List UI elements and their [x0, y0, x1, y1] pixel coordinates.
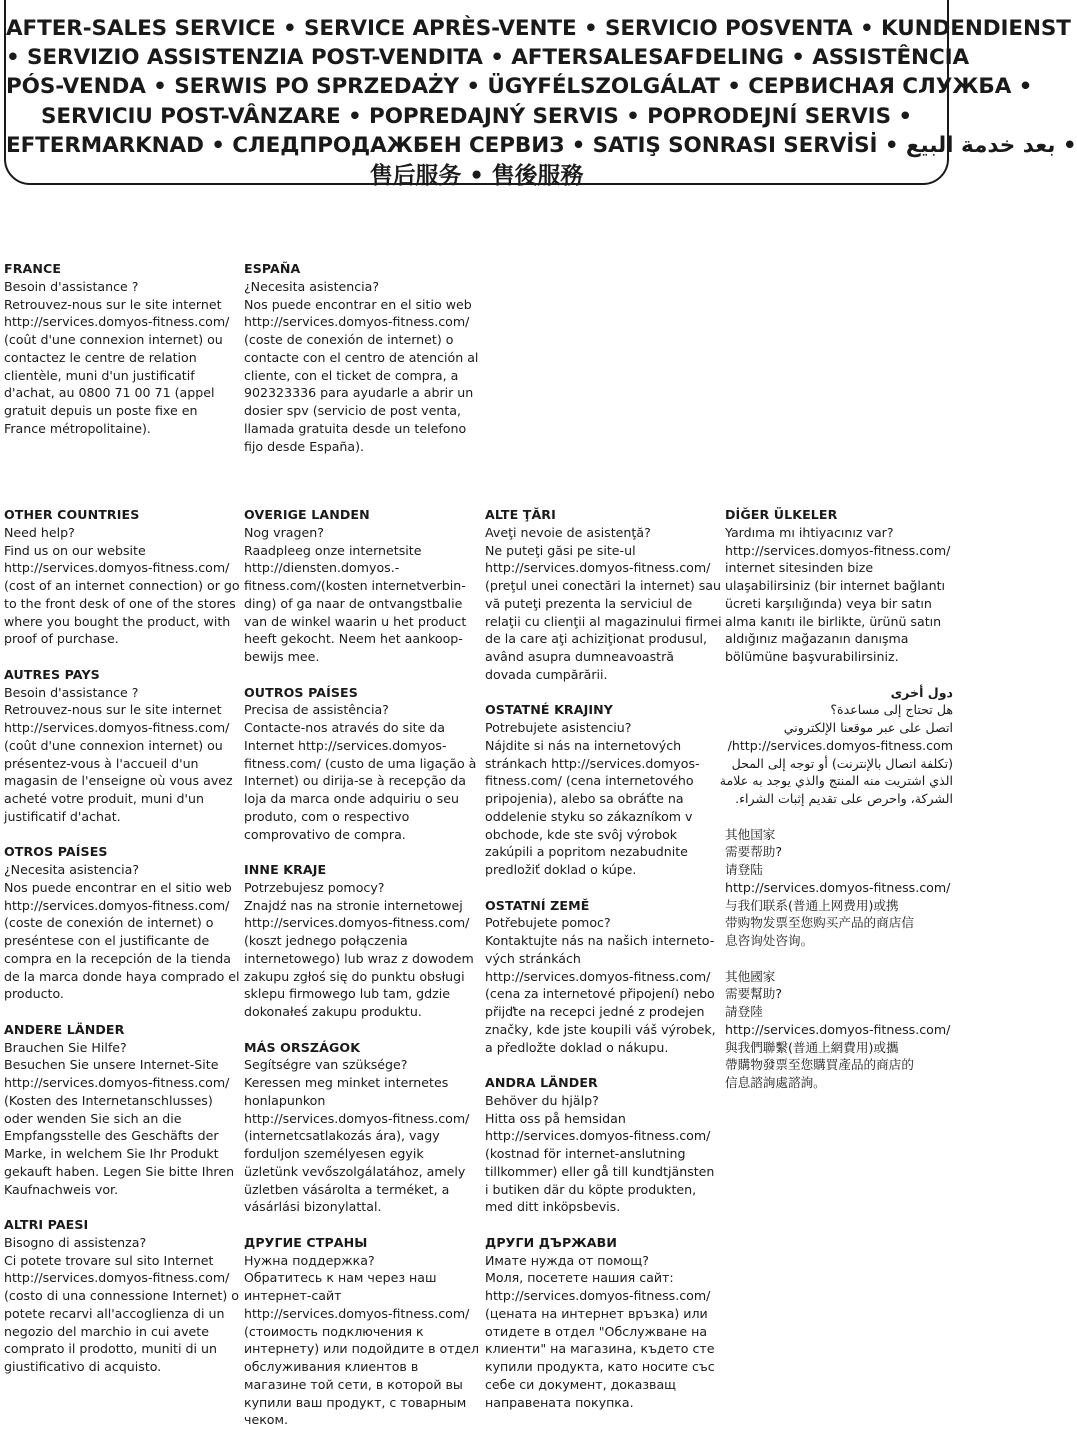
- text-line: van de winkel waarin u het product: [244, 613, 467, 629]
- text-line: Find us on our website: [4, 542, 146, 558]
- text-line: (kostnad för internet-anslutning: [485, 1146, 686, 1161]
- section-title: دول أخرى: [890, 684, 953, 700]
- header-line-3: PÓS-VENDA • SERWIS PO SPRZEDAŻY • ÜGYFÉLSZOLGÁLAT • СЕРВИСНАЯ СЛУЖБА •: [6, 74, 1033, 100]
- header-line-2: • SERVIZIO ASSISTENZIA POST-VENDITA • AFTERSALESAFDELING • ASSISTÊNCIA: [6, 45, 970, 71]
- text-line: الشركة، واحرص على تقديم إثبات الشراء.: [735, 791, 953, 806]
- text-line[interactable]: http://services.domyos-fitness.com/: [4, 897, 230, 913]
- header-line-5: EFTERMARKNAD • СЛЕДПРОДАЖБЕН СЕРВИЗ • SATIŞ SONRASI SERVİSİ • بعد خدمة البيع •: [6, 132, 1077, 158]
- text-line: Nos puede encontrar en el sitio web: [244, 296, 472, 312]
- country-section: [244, 506, 476, 666]
- text-line: 与我们联系(普通上网费用)或携: [725, 897, 899, 913]
- text-line: обслуживания клиентов в: [244, 1359, 419, 1374]
- text-line: clientèle, muni d'un justificatif: [4, 367, 195, 383]
- text-line: přijďte na recepci jedné z prodejen: [485, 1004, 705, 1019]
- country-section: [485, 506, 722, 684]
- text-line: üzletben vásárolta a terméket, a: [244, 1181, 450, 1197]
- section-title: OSTATNÉ KRAJINY: [485, 702, 614, 718]
- text-line: ücreti karşılığında) veya bir satın: [725, 595, 932, 611]
- country-section: [4, 666, 236, 826]
- text-line: proof of purchase.: [4, 631, 119, 647]
- text-line: Hitta oss på hemsidan: [485, 1110, 626, 1126]
- text-line: med ditt inköpsbevis.: [485, 1199, 621, 1215]
- text-line[interactable]: http://services.domyos-fitness.com/: [725, 879, 951, 895]
- country-section: [244, 684, 476, 844]
- text-line[interactable]: http://services.domyos-fitness.com/: [244, 314, 470, 330]
- text-line[interactable]: http://services.domyos-fitness.com/: [4, 314, 230, 330]
- text-line: Имате нужда от помощ?: [485, 1252, 649, 1268]
- text-line: gekauft haben. Legen Sie bitte Ihren: [4, 1163, 235, 1179]
- section-title: ДРУГИ ДЪРЖАВИ: [485, 1234, 617, 1250]
- text-line: forduljon személyesen egyik: [244, 1146, 424, 1161]
- text-line: чеком.: [244, 1412, 289, 1428]
- text-line: Nos puede encontrar en el sitio web: [4, 879, 232, 895]
- column-2: [244, 506, 480, 1429]
- text-line: Yardıma mı ihtiyacınız var?: [725, 524, 894, 540]
- text-line: 需要幫助?: [725, 986, 783, 1002]
- text-line: fitness.com/(kosten internetverbin-: [244, 578, 466, 593]
- text-line: Besoin d'assistance ?: [4, 278, 139, 294]
- text-line: Potřebujete pomoc?: [485, 915, 611, 931]
- text-line: magasin de l'enseigne où vous avez: [4, 773, 233, 789]
- text-line: 與我們聯繫(普通上網費用)或攜: [725, 1039, 899, 1055]
- country-section: [4, 1021, 236, 1199]
- text-line: bewijs mee.: [244, 649, 320, 664]
- section-title: OSTATNÍ ZEMĚ: [485, 897, 590, 913]
- text-line: Nájdite si nás na internetových: [485, 737, 682, 753]
- section-title: ESPAÑA: [244, 261, 301, 276]
- section-espana: [244, 260, 478, 455]
- text-line: fitness.com/ (custo de uma ligação à: [244, 755, 477, 771]
- text-line: a předložte doklad o nákupu.: [485, 1039, 669, 1055]
- text-line: preséntese con el justificante de: [4, 933, 210, 948]
- country-section: [244, 1234, 480, 1429]
- country-section: [4, 506, 240, 648]
- text-line: Kaufnachweis vor.: [4, 1181, 119, 1197]
- section-turkey: [725, 506, 953, 666]
- text-line: présentez-vous à l'accueil d'un: [4, 755, 199, 771]
- text-line: llamada gratuita desde un telefono: [244, 420, 467, 436]
- text-line: (coût d'une connexion internet) ou: [4, 332, 223, 347]
- text-line: Precisa de assistência?: [244, 702, 389, 718]
- section-title: ANDERE LÄNDER: [4, 1021, 125, 1037]
- section-title: ДРУГИЕ СТРАНЫ: [244, 1234, 368, 1250]
- section-title: FRANCE: [4, 261, 62, 276]
- text-line: 息咨询处咨询。: [725, 933, 814, 948]
- text-line[interactable]: http://services.domyos-fitness.com/: [4, 560, 230, 576]
- text-line: internetowego) lub wraz z dowodem: [244, 950, 474, 966]
- text-line: Bisogno di assistenza?: [4, 1234, 147, 1250]
- text-line: 其他國家: [725, 968, 776, 984]
- header-line-1: AFTER-SALES SERVICE • SERVICE APRÈS-VENTE • SERVICIO POSVENTA • KUNDENDIENST: [6, 16, 1071, 41]
- text-line[interactable]: http://services.domyos-fitness.com/: [244, 1305, 470, 1321]
- text-line: 902323336 para ayudarle a abrir un: [244, 385, 474, 401]
- text-line: Raadpleeg onze internetsite: [244, 542, 422, 558]
- text-line: себе си документ, доказващ: [485, 1376, 677, 1392]
- text-line: compra en la recepción de la tienda: [4, 950, 232, 966]
- text-line: ¿Necesita asistencia?: [244, 278, 380, 294]
- text-line: 信息諮詢處諮詢。: [725, 1075, 826, 1090]
- section-title: OVERIGE LANDEN: [244, 507, 370, 522]
- text-line: fitness.com/ (cena internetového: [485, 773, 694, 789]
- text-line[interactable]: http://services.domyos-fitness.com/: [485, 1128, 711, 1144]
- text-line[interactable]: http://services.domyos-fitness.com/: [725, 1021, 951, 1037]
- text-line: de la care aţi achiziţionat produsul,: [485, 631, 708, 647]
- text-line: Retrouvez-nous sur le site internet: [4, 296, 222, 312]
- text-line: aldığınız mağazanın danışma: [725, 631, 909, 647]
- header-line-6: 售后服务 • 售後服務: [369, 163, 584, 190]
- text-line: bölümüne başvurabilirsiniz.: [725, 649, 899, 664]
- text-line[interactable]: http://services.domyos-fitness.com/: [4, 1075, 230, 1090]
- text-line: heeft gekocht. Neem het aankoop-: [244, 631, 463, 647]
- text-line: Keressen meg minket internetes: [244, 1075, 449, 1090]
- text-line: Моля, посетете нашия сайт:: [485, 1270, 674, 1286]
- text-line: alma kanıtı ile birlikte, ürünü satın: [725, 613, 942, 629]
- text-line: Retrouvez-nous sur le site internet: [4, 702, 222, 718]
- text-line: obchode, kde ste svôj výrobok: [485, 826, 678, 842]
- text-line: (coste de conexión de internet) o: [244, 332, 454, 347]
- text-line[interactable]: http://diensten.domyos.-: [244, 560, 400, 576]
- text-line: Potrzebujesz pomocy?: [244, 879, 385, 895]
- text-line: (цената на интернет връзка) или: [485, 1305, 708, 1321]
- text-line: potete recarvi all'accoglienza di un: [4, 1305, 225, 1321]
- text-line[interactable]: http://services.domyos-fitness.com/: [244, 1110, 470, 1126]
- text-line: (preţul unei conectări la internet) sau: [485, 578, 721, 593]
- text-line: купили ваш продукт, с товарным: [244, 1394, 467, 1410]
- section-title: ALTE ŢĂRI: [485, 507, 556, 522]
- text-line: značky, kde jste koupili váš výrobek,: [485, 1021, 716, 1037]
- text-line: ¿Necesita asistencia?: [4, 862, 140, 877]
- country-section: [4, 843, 240, 1003]
- text-line: contactez le centre de relation: [4, 349, 197, 365]
- text-line: France métropolitaine).: [4, 420, 151, 436]
- text-line: 帶購物發票至您購買產品的商店的: [725, 1057, 914, 1073]
- text-line: predložiť doklad o kúpe.: [485, 862, 637, 877]
- section-title: ANDRA LÄNDER: [485, 1075, 598, 1090]
- text-line: Behöver du hjälp?: [485, 1092, 599, 1108]
- text-line: Brauchen Sie Hilfe?: [4, 1039, 127, 1055]
- text-line: (costo di una connessione Internet) o: [4, 1288, 239, 1303]
- country-section: [485, 701, 717, 879]
- section-chinese-traditional: [725, 968, 953, 1092]
- text-line: Aveţi nevoie de asistenţă?: [485, 524, 651, 540]
- text-line[interactable]: http://services.domyos-fitness.com/: [485, 560, 711, 576]
- text-line: contacte con el centro de atención al: [244, 349, 479, 365]
- text-line: اتصل على عبر موقعنا الإلكتروني: [783, 720, 953, 735]
- section-title: OTHER COUNTRIES: [4, 507, 140, 522]
- section-title: AUTRES PAYS: [4, 666, 100, 682]
- text-line: интернету) или подойдите в отдел: [244, 1341, 480, 1357]
- text-line: (تكلفة اتصال بالإنترنت) أو توجه إلى المحل: [731, 755, 953, 771]
- text-line: comprovativo de compra.: [244, 826, 406, 842]
- text-line: fijo desde España).: [244, 438, 365, 454]
- text-line: acheté votre produit, muni d'un: [4, 791, 204, 806]
- country-section: [485, 897, 717, 1057]
- text-line: Обратитесь к нам через наш: [244, 1270, 437, 1286]
- country-section: [244, 1039, 476, 1217]
- text-line: 請登陸: [725, 1004, 763, 1019]
- text-line: sklepu firmowego lub tam, gdzie: [244, 986, 450, 1002]
- column-3: [485, 506, 722, 1411]
- column-1: [4, 506, 240, 1376]
- text-line: dokonałeś zakupu produktu.: [244, 1004, 422, 1019]
- text-line[interactable]: http://services.domyos-fitness.com/: [244, 915, 470, 931]
- text-line: internet sitesinden bize: [725, 560, 874, 576]
- text-line: Besuchen Sie unsere Internet-Site: [4, 1057, 219, 1073]
- text-line: where you bought the product, with: [4, 613, 231, 629]
- text-line: justificatif d'achat.: [4, 808, 121, 824]
- text-line: интернет-сайт: [244, 1288, 342, 1303]
- text-line: tillkommer) eller gå till kundtjänsten: [485, 1163, 715, 1179]
- header-banner: [4, 0, 1077, 190]
- text-line: d'achat, au 0800 71 00 71 (appel: [4, 385, 215, 401]
- text-line: Нужна поддержка?: [244, 1252, 375, 1268]
- text-line: zakupu zgłoś się do punktu obsługi: [244, 968, 465, 984]
- section-title: OTROS PAÍSES: [4, 844, 108, 860]
- text-line: to the front desk of one of the stores: [4, 595, 236, 611]
- text-line: Contacte-nos através do site da: [244, 720, 446, 735]
- text-line: (coste de conexión de internet) o: [4, 915, 214, 931]
- text-line: ding) of ga naar de ontvangstbalie: [244, 595, 463, 611]
- text-line: cliente, con el ticket de compra, a: [244, 367, 459, 383]
- text-line: giustificativo di acquisto.: [4, 1359, 162, 1374]
- text-line: (internetcsatlakozás ára), vagy: [244, 1128, 440, 1144]
- text-line: Need help?: [4, 524, 75, 540]
- country-section: [485, 1234, 717, 1412]
- text-line[interactable]: http://services.domyos-fitness.com/: [4, 1270, 230, 1286]
- country-section: [485, 1074, 717, 1216]
- text-line[interactable]: http://services.domyos-fitness.com/: [485, 1288, 711, 1303]
- text-line: oder wenden Sie sich an die: [4, 1110, 182, 1126]
- text-line: relaţii cu clienţii al magazinului firmei: [485, 613, 722, 629]
- text-line: (coût d'une connexion internet) ou: [4, 737, 223, 753]
- text-line: направената покупка.: [485, 1394, 634, 1410]
- header-line-4: SERVICIU POST-VÂNZARE • POPREDAJNÝ SERVIS • POPRODEJNÍ SERVIS •: [40, 103, 912, 129]
- country-section: [4, 1216, 239, 1376]
- country-section: [244, 861, 476, 1021]
- text-line: Kontaktujte nás na našich interneto-: [485, 933, 715, 948]
- text-line: producto.: [4, 986, 64, 1002]
- text-line: 带购物发票至您购买产品的商店信: [725, 915, 914, 931]
- text-line: купили продукта, като носите със: [485, 1359, 715, 1374]
- text-line: Segítségre van szüksége?: [244, 1057, 408, 1073]
- text-line: отидете в отдел "Обслужване на: [485, 1323, 708, 1339]
- text-line: negozio del marchio in cui avete: [4, 1323, 209, 1339]
- text-line: de la marca donde haya comprado el: [4, 968, 240, 984]
- text-line: Internet) ou dirija-se à recepção da: [244, 773, 466, 789]
- text-line: dovada cumpărării.: [485, 666, 608, 682]
- text-line: Znajdź nas na stronie internetowej: [244, 897, 463, 913]
- text-line[interactable]: http://services.domyos-fitness.com/: [727, 737, 953, 753]
- text-line: vă puteţi prezenta la serviciul de: [485, 595, 693, 611]
- section-title: MÁS ORSZÁGOK: [244, 1039, 361, 1055]
- section-title: ALTRI PAESI: [4, 1217, 89, 1232]
- text-line: магазине той сети, в которой вы: [244, 1376, 463, 1392]
- column-4: [719, 506, 953, 1092]
- text-line: Nog vragen?: [244, 524, 324, 540]
- text-line[interactable]: stránkach http://services.domyos-: [485, 755, 700, 771]
- text-line[interactable]: Internet http://services.domyos-: [244, 737, 447, 753]
- text-line: 需要帮助?: [725, 844, 783, 860]
- text-line: üzletünk vevőszolgálatához, amely: [244, 1163, 466, 1179]
- text-line: (стоимость подключения к: [244, 1323, 424, 1339]
- text-line: vých stránkách: [485, 950, 581, 966]
- text-line: (cena za internetové připojení) nebo: [485, 986, 715, 1002]
- text-line: Empfangsstelle des Geschäfts der: [4, 1128, 219, 1144]
- text-line: Besoin d'assistance ?: [4, 684, 139, 700]
- text-line: dosier spv (servicio de post venta,: [244, 403, 461, 418]
- text-line: zakúpili a popritom nezabudnite: [485, 844, 688, 860]
- section-title: INNE KRAJE: [244, 862, 327, 877]
- section-france: [4, 260, 229, 438]
- text-line: الذي اشتريت منه المنتج والذي يوجد به علامة: [719, 773, 953, 789]
- text-line: pripojenia), alebo sa obráťte na: [485, 791, 684, 806]
- text-line: (cost of an internet connection) or go: [4, 578, 240, 593]
- section-title: OUTROS PAÍSES: [244, 684, 358, 700]
- text-line: vásárlási bizonylattal.: [244, 1199, 382, 1215]
- text-line[interactable]: http://services.domyos-fitness.com/: [4, 720, 230, 735]
- text-line[interactable]: http://services.domyos-fitness.com/: [725, 542, 951, 558]
- text-line: Marke, in welchem Sie Ihr Produkt: [4, 1146, 219, 1161]
- text-line: ulaşabilirsiniz (bir internet bağlantı: [725, 578, 946, 593]
- text-line: клиенти" на магазина, където сте: [485, 1341, 715, 1357]
- section-title: DİĞER ÜLKELER: [725, 507, 838, 522]
- text-line: (Kosten des Internetanschlusses): [4, 1092, 213, 1108]
- text-line: honlapunkon: [244, 1092, 326, 1108]
- text-line: oddelenie styku so zákazníkom v: [485, 808, 693, 824]
- text-line: loja da marca onde adquiriu o seu: [244, 791, 459, 806]
- text-line: هل تحتاج إلى مساعدة؟: [830, 702, 953, 718]
- text-line: Ci potete trovare sul sito Internet: [4, 1252, 214, 1268]
- text-line: i butiken där du köpte produkten,: [485, 1181, 697, 1197]
- text-line: având asupra dumneavoastră: [485, 649, 674, 664]
- text-line: comprato il prodotto, muniti di un: [4, 1341, 217, 1357]
- text-line: Ne puteţi găsi pe site-ul: [485, 542, 636, 558]
- section-chinese-simplified: [725, 826, 953, 950]
- section-arabic: [719, 684, 953, 808]
- text-line[interactable]: http://services.domyos-fitness.com/: [485, 968, 711, 984]
- text-line: gratuit depuis un poste fixe en: [4, 403, 198, 418]
- text-line: 请登陆: [725, 862, 763, 877]
- text-line: Potrebujete asistenciu?: [485, 720, 632, 735]
- text-line: (koszt jednego połączenia: [244, 933, 408, 948]
- text-line: 其他国家: [725, 826, 776, 842]
- text-line: produto, com o respectivo: [244, 808, 410, 824]
